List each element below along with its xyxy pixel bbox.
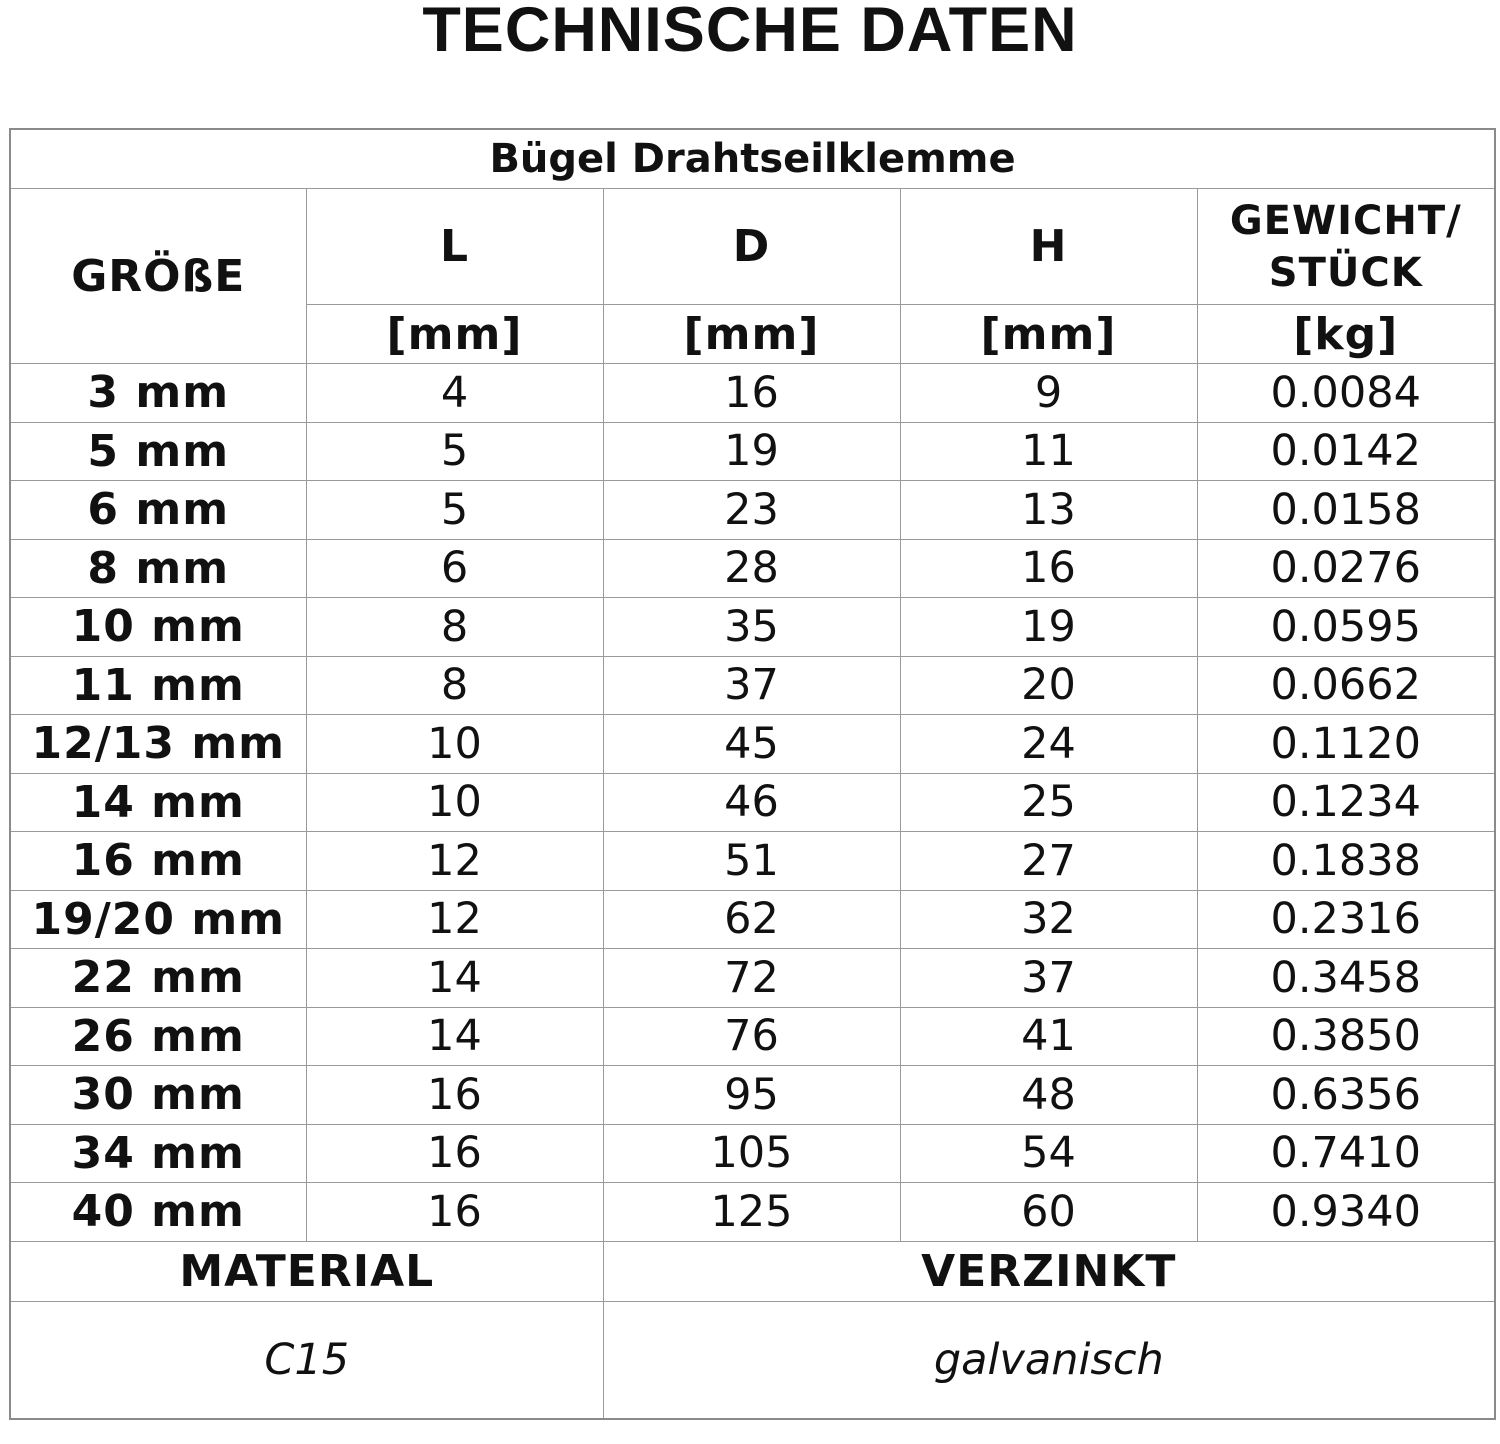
table-row xyxy=(10,481,1495,540)
cell-d: 95 xyxy=(603,1066,900,1125)
table-caption: Bügel Drahtseilklemme xyxy=(10,129,1495,189)
cell-l: 8 xyxy=(306,656,603,715)
cell-size: 14 mm xyxy=(10,773,306,832)
cell-d: 23 xyxy=(603,481,900,540)
unit-l: [mm] xyxy=(306,305,603,364)
cell-h: 27 xyxy=(900,832,1197,891)
table-row xyxy=(10,1007,1495,1066)
cell-d: 51 xyxy=(603,832,900,891)
cell-l: 5 xyxy=(306,422,603,481)
cell-h: 16 xyxy=(900,539,1197,598)
header-row xyxy=(10,189,1495,305)
unit-weight: [kg] xyxy=(1197,305,1495,364)
cell-l: 16 xyxy=(306,1183,603,1242)
cell-l: 14 xyxy=(306,949,603,1008)
cell-size: 16 mm xyxy=(10,832,306,891)
cell-size: 30 mm xyxy=(10,1066,306,1125)
cell-l: 5 xyxy=(306,481,603,540)
table-row xyxy=(10,949,1495,1008)
cell-weight: 0.3458 xyxy=(1197,949,1495,1008)
cell-d: 16 xyxy=(603,364,900,423)
cell-d: 19 xyxy=(603,422,900,481)
cell-weight: 0.7410 xyxy=(1197,1124,1495,1183)
cell-h: 20 xyxy=(900,656,1197,715)
cell-size: 34 mm xyxy=(10,1124,306,1183)
header-h: H xyxy=(900,189,1197,305)
spec-table xyxy=(9,128,1496,1420)
cell-h: 60 xyxy=(900,1183,1197,1242)
cell-l: 12 xyxy=(306,832,603,891)
cell-d: 46 xyxy=(603,773,900,832)
cell-size: 22 mm xyxy=(10,949,306,1008)
coating-value: galvanisch xyxy=(603,1301,1495,1419)
coating-label: VERZINKT xyxy=(603,1241,1495,1301)
cell-h: 48 xyxy=(900,1066,1197,1125)
cell-weight: 0.0595 xyxy=(1197,598,1495,657)
cell-size: 10 mm xyxy=(10,598,306,657)
cell-weight: 0.3850 xyxy=(1197,1007,1495,1066)
cell-weight: 0.0084 xyxy=(1197,364,1495,423)
cell-d: 72 xyxy=(603,949,900,1008)
caption-row xyxy=(10,129,1495,189)
cell-weight: 0.1120 xyxy=(1197,715,1495,774)
unit-h: [mm] xyxy=(900,305,1197,364)
header-size: GRÖßE xyxy=(10,189,306,364)
cell-d: 37 xyxy=(603,656,900,715)
cell-size: 19/20 mm xyxy=(10,890,306,949)
header-weight-line2: STÜCK xyxy=(1268,249,1423,296)
table-row xyxy=(10,1066,1495,1125)
cell-size: 6 mm xyxy=(10,481,306,540)
cell-h: 41 xyxy=(900,1007,1197,1066)
cell-weight: 0.1234 xyxy=(1197,773,1495,832)
table-row xyxy=(10,773,1495,832)
table-row xyxy=(10,1124,1495,1183)
unit-d: [mm] xyxy=(603,305,900,364)
cell-l: 16 xyxy=(306,1124,603,1183)
cell-weight: 0.0158 xyxy=(1197,481,1495,540)
table-row xyxy=(10,364,1495,423)
cell-l: 14 xyxy=(306,1007,603,1066)
cell-l: 16 xyxy=(306,1066,603,1125)
cell-weight: 0.0662 xyxy=(1197,656,1495,715)
cell-h: 11 xyxy=(900,422,1197,481)
table-row xyxy=(10,715,1495,774)
header-weight-line1: GEWICHT/ xyxy=(1229,197,1462,244)
material-label: MATERIAL xyxy=(10,1241,603,1301)
cell-l: 6 xyxy=(306,539,603,598)
cell-d: 35 xyxy=(603,598,900,657)
cell-size: 5 mm xyxy=(10,422,306,481)
cell-d: 76 xyxy=(603,1007,900,1066)
cell-h: 25 xyxy=(900,773,1197,832)
cell-weight: 0.9340 xyxy=(1197,1183,1495,1242)
table-row xyxy=(10,890,1495,949)
header-weight xyxy=(1197,189,1495,305)
header-d: D xyxy=(603,189,900,305)
cell-d: 45 xyxy=(603,715,900,774)
cell-l: 10 xyxy=(306,715,603,774)
cell-size: 12/13 mm xyxy=(10,715,306,774)
footer-label-row xyxy=(10,1241,1495,1301)
cell-h: 37 xyxy=(900,949,1197,1008)
table-row xyxy=(10,422,1495,481)
table-row xyxy=(10,1183,1495,1242)
table-row xyxy=(10,656,1495,715)
cell-h: 19 xyxy=(900,598,1197,657)
cell-d: 125 xyxy=(603,1183,900,1242)
cell-size: 8 mm xyxy=(10,539,306,598)
cell-weight: 0.0142 xyxy=(1197,422,1495,481)
cell-d: 105 xyxy=(603,1124,900,1183)
cell-weight: 0.1838 xyxy=(1197,832,1495,891)
cell-size: 11 mm xyxy=(10,656,306,715)
header-l: L xyxy=(306,189,603,305)
cell-l: 12 xyxy=(306,890,603,949)
cell-d: 28 xyxy=(603,539,900,598)
cell-h: 54 xyxy=(900,1124,1197,1183)
cell-size: 26 mm xyxy=(10,1007,306,1066)
cell-h: 9 xyxy=(900,364,1197,423)
cell-l: 8 xyxy=(306,598,603,657)
cell-size: 40 mm xyxy=(10,1183,306,1242)
cell-weight: 0.0276 xyxy=(1197,539,1495,598)
cell-h: 24 xyxy=(900,715,1197,774)
cell-d: 62 xyxy=(603,890,900,949)
page-title: TECHNISCHE DATEN xyxy=(422,0,1078,65)
footer-value-row xyxy=(10,1301,1495,1419)
cell-l: 4 xyxy=(306,364,603,423)
table-row xyxy=(10,598,1495,657)
cell-h: 32 xyxy=(900,890,1197,949)
cell-h: 13 xyxy=(900,481,1197,540)
table-row xyxy=(10,832,1495,891)
cell-weight: 0.6356 xyxy=(1197,1066,1495,1125)
table-row xyxy=(10,539,1495,598)
cell-size: 3 mm xyxy=(10,364,306,423)
material-value: C15 xyxy=(10,1301,603,1419)
cell-l: 10 xyxy=(306,773,603,832)
cell-weight: 0.2316 xyxy=(1197,890,1495,949)
